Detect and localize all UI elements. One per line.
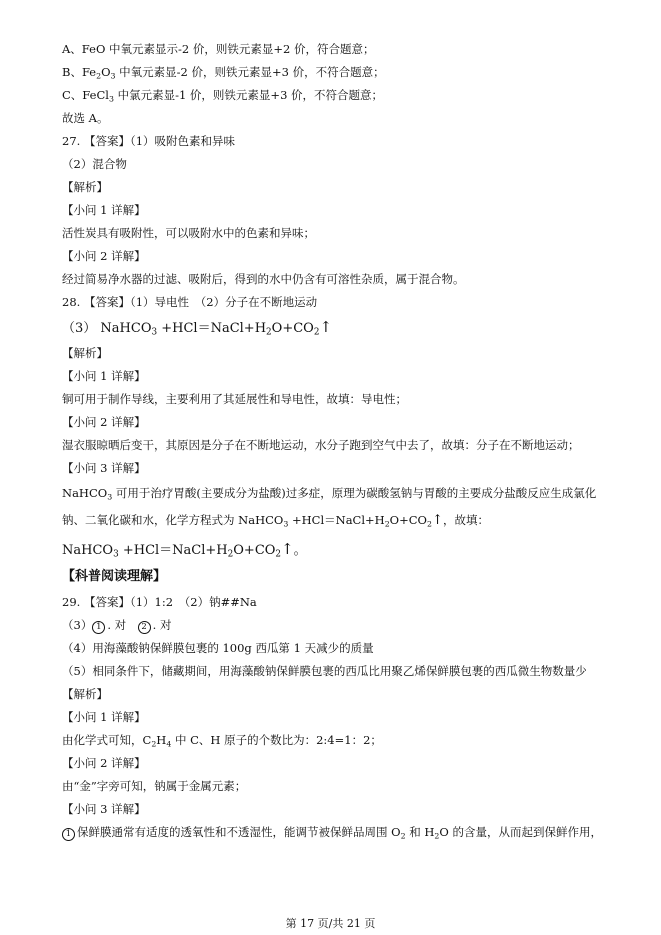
q27-answer-2: （2）混合物 xyxy=(62,157,127,171)
explanation-text: 由“金”字旁可知，钠属于金属元素； xyxy=(62,779,247,793)
q27-answer: 27. 【答案】（1）吸附色素和异味 xyxy=(62,134,236,148)
option-b-line: B、$Fe_2O_3$ 中氧元素显-2 价，则铁元素显+3 价，不符合题意； xyxy=(62,65,385,81)
circled-one: 1 xyxy=(62,828,75,841)
subquestion-heading: 【小问 3 详解】 xyxy=(62,802,146,816)
circled-one: 1 xyxy=(92,621,105,634)
subquestion-heading: 【小问 1 详解】 xyxy=(62,203,146,217)
subquestion-heading: 【小问 2 详解】 xyxy=(62,249,146,263)
q29-answer-4: （4）用海藻酸钠保鲜膜包裹的 100g 西瓜第 1 天减少的质量 xyxy=(62,641,374,655)
analysis-heading: 【解析】 xyxy=(62,180,108,194)
explanation-text: 活性炭具有吸附性，可以吸附水中的色素和异味； xyxy=(62,226,315,240)
explanation-text: 经过简易净水器的过滤、吸附后，得到的水中仍含有可溶性杂质，属于混合物。 xyxy=(62,272,465,286)
analysis-heading: 【解析】 xyxy=(62,687,108,701)
explanation-text: 由化学式可知，$C_2H_4$ 中 C、H 原子的个数比为：2:4=1：2； xyxy=(62,733,382,749)
explanation-text: 铜可用于制作导线，主要利用了其延展性和导电性，故填：导电性； xyxy=(62,392,407,406)
option-a-line: A、FeO 中氧元素显示-2 价，则铁元素显+2 价，符合题意； xyxy=(62,42,375,56)
subquestion-heading: 【小问 2 详解】 xyxy=(62,756,146,770)
circled-two: 2 xyxy=(138,621,151,634)
q29-answer: 29. 【答案】（1）1:2 （2）钠##Na xyxy=(62,595,257,609)
choice-line: 故选 A。 xyxy=(62,111,109,125)
q29-answer-5: （5）相同条件下，储藏期间，用海藻酸钠保鲜膜包裹的西瓜比用聚乙烯保鲜膜包裹的西瓜微生物数量少 xyxy=(62,664,587,678)
q28-equation: （3） NaHCO$_3$ $+HCl=NaCl+H_2O+CO_2↑$ xyxy=(62,318,332,338)
final-equation: NaHCO$_3$ $+HCl=NaCl+H_2O+CO_2↑$。 xyxy=(62,540,307,560)
subquestion-heading: 【小问 1 详解】 xyxy=(62,710,146,724)
subquestion-heading: 【小问 2 详解】 xyxy=(62,415,146,429)
explanation-text: 1 保鲜膜通常有适度的透氧性和不透湿性，能调节被保鲜品周围 $O_2$ 和 $H_2O$ 的含量，从而起到保鲜作用， xyxy=(62,824,621,841)
explanation-text: NaHCO$_3$ 可用于治疗胃酸(主要成分为盐酸)过多症，原理为碳酸氢钠与胃酸的主要成分盐酸反应生成氯化 xyxy=(62,486,597,502)
explanation-equation-line: 钠、二氧化碳和水，化学方程式为 NaHCO$_3$ $+HCl=NaCl+H_2O+CO_2↑$，故填： xyxy=(62,513,490,529)
page-number: 第 17 页/共 21 页 xyxy=(285,917,376,930)
section-heading: 【科普阅读理解】 xyxy=(62,569,167,584)
q28-answer: 28. 【答案】（1）导电性 （2）分子在不断地运动 xyxy=(62,295,318,309)
analysis-heading: 【解析】 xyxy=(62,346,108,360)
subquestion-heading: 【小问 1 详解】 xyxy=(62,369,146,383)
explanation-text: 湿衣服晾晒后变干，其原因是分子在不断地运动，水分子跑到空气中去了，故填：分子在不断地运动； xyxy=(62,438,580,452)
subquestion-heading: 【小问 3 详解】 xyxy=(62,461,146,475)
q29-answer-3: （3） 1 . 对 2 . 对 xyxy=(62,618,172,632)
option-c-line: C、FeCl$_3$ 中氯元素显-1 价，则铁元素显+3 价，不符合题意； xyxy=(62,88,384,104)
